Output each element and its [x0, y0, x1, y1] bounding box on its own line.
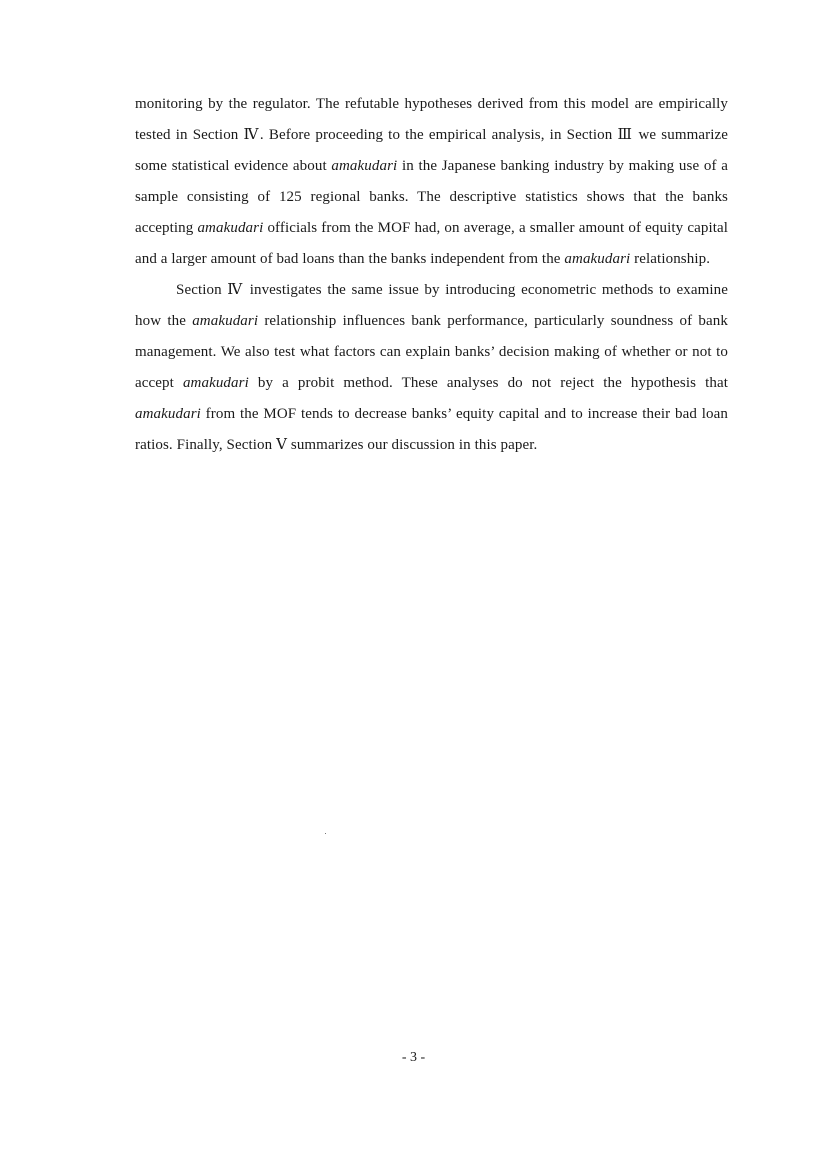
paragraph-1	[135, 89, 728, 275]
paragraph-text: relationship influences bank performance, particularly soundness of bank management. We also test what factors can explain banks’ decision making of whether or not to accept	[135, 313, 728, 391]
paragraph-text: by a probit method. These analyses do not reject the hypothesis that	[248, 375, 728, 391]
paragraph-italic-term: amakudari	[197, 220, 264, 236]
paragraph-italic-term: amakudari	[182, 375, 249, 391]
paragraph-italic-term: amakudari	[135, 406, 201, 422]
paragraph-text: in the Japanese banking industry by making use of a sample consisting of 125 regional banks. The descriptive statistics shows that the banks accepting	[135, 158, 728, 236]
paragraph-text: officials from the MOF had, on average, a smaller amount of equity capital and a larger amount of bad loans than the banks independent from the	[135, 220, 729, 267]
page-body	[135, 89, 728, 461]
page-number: - 3 -	[401, 1050, 426, 1065]
paragraph-text: relationship.	[630, 251, 711, 267]
paragraph-italic-term: amakudari	[331, 158, 398, 174]
paragraph-2	[135, 275, 728, 461]
paragraph-text: monitoring by the regulator. The refutable hypotheses derived from this model are empirically tested in Section Ⅳ. Before proceeding to the empirical analysis, in Section Ⅲ we summarize some statistical evidence about	[135, 96, 728, 174]
scan-speck	[325, 833, 326, 834]
paragraph-italic-term: amakudari	[192, 313, 259, 329]
paragraph-italic-term: amakudari	[564, 251, 631, 267]
paragraph-text: Section Ⅳ investigates the same issue by introducing econometric methods to examine how the	[135, 282, 728, 329]
paragraph-text: from the MOF tends to decrease banks’ equity capital and to increase their bad loan ratios. Finally, Section Ⅴ summarizes our discussion in this paper.	[135, 406, 728, 453]
